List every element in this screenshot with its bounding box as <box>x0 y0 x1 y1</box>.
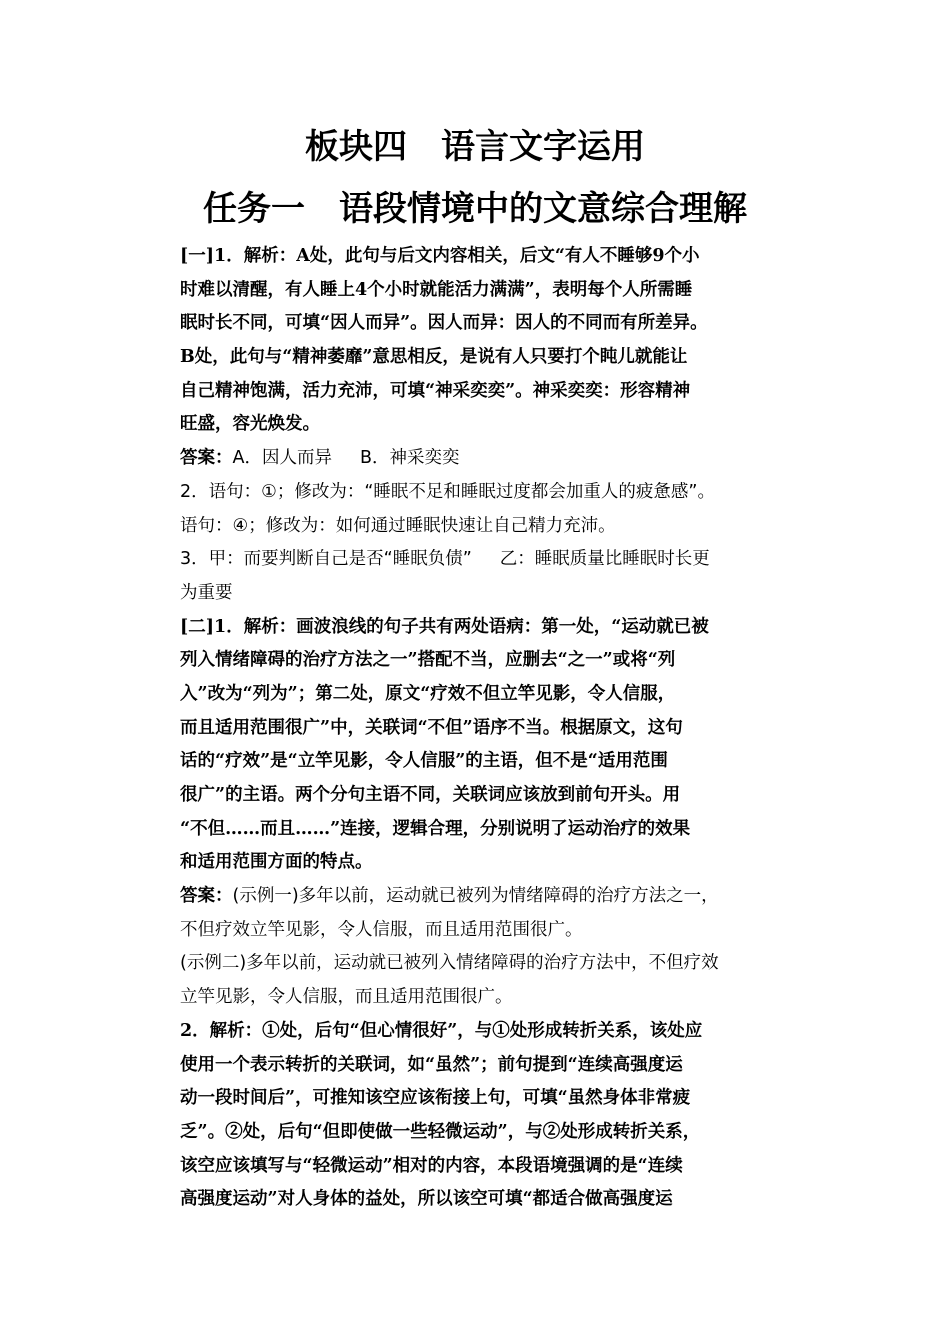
s1-q3-line <box>180 543 780 577</box>
s1-q3-part-b: 乙：睡眠质量比睡眠时长更 <box>499 549 710 570</box>
answer-label: 答案： <box>180 448 233 469</box>
answer-text: (示例一)多年以前，运动就已被列为情绪障碍的治疗方法之一， <box>232 886 719 907</box>
s1-q1-line: B处，此句与“精神萎靡”意思相反，是说有人只要打个盹儿就能让 <box>180 347 688 368</box>
s1-q1-line: 眠时长不同，可填“因人而异”。因人而异：因人的不同而有所差异。 <box>180 313 708 334</box>
s2-q1-line: 话的“疗效”是“立竿见影，令人信服”的主语，但不是“适用范围 <box>180 751 668 772</box>
s1-q3-part-a: 3．甲：而要判断自己是否“睡眠负债” <box>180 549 472 570</box>
s2-q1-line: 入”改为“列为”；第二处，原文“疗效不但立竿见影，令人信服， <box>180 683 676 704</box>
s2-q1-line: [二]1．解析：画波浪线的句子共有两处语病：第一处，“运动就已被 <box>180 616 709 637</box>
s2-q1-answer <box>180 880 780 914</box>
s1-q1-line: [一]1．解析：A处，此句与后文内容相关，后文“有人不睡够9个小 <box>180 246 700 266</box>
s1-q1-answer <box>180 442 780 476</box>
s1-q2-line: 2．语句：①；修改为：“睡眠不足和睡眠过度都会加重人的疲惫感”。 <box>180 481 715 502</box>
s2-q1-answer-line: 不但疗效立竿见影，令人信服，而且适用范围很广。 <box>180 919 583 940</box>
s2-q2-line: 2．解析：①处，后句“但心情很好”，与①处形成转折关系，该处应 <box>180 1020 703 1041</box>
s2-q1-answer-line: (示例二)多年以前，运动就已被列入情绪障碍的治疗方法中，不但疗效 <box>180 953 719 974</box>
document-title: 板块四 语言文字运用 <box>305 127 645 167</box>
answer-label: 答案： <box>180 886 233 907</box>
s1-q1-line: 自己精神饱满，活力充沛，可填“神采奕奕”。神采奕奕：形容精神 <box>180 380 691 401</box>
answer-b: B．神采奕奕 <box>359 448 460 469</box>
s2-q1-line: “不但……而且……”连接，逻辑合理，分别说明了运动治疗的效果 <box>180 818 691 839</box>
s1-q1-line: 时难以清醒，有人睡上4个小时就能活力满满”，表明每个人所需睡 <box>180 279 693 300</box>
answer-body <box>180 240 780 1217</box>
s2-q2-line: 使用一个表示转折的关联词，如“虽然”；前句提到“连续高强度运 <box>180 1054 683 1075</box>
s2-q2-line: 动一段时间后”，可推知该空应该衔接上句，可填“虽然身体非常疲 <box>180 1088 691 1109</box>
s2-q1-line: 列入情绪障碍的治疗方法之一”搭配不当，应删去“之一”或将“列 <box>180 650 676 671</box>
s2-q2-line: 高强度运动”对人身体的益处，所以该空可填“都适合做高强度运 <box>180 1189 673 1210</box>
document-subtitle: 任务一 语段情境中的文意综合理解 <box>203 189 747 229</box>
s2-q1-line: 和适用范围方面的特点。 <box>180 852 373 873</box>
s2-q1-answer-line: 立竿见影，令人信服，而且适用范围很广。 <box>180 987 513 1008</box>
s2-q1-line: 而且适用范围很广”中，关联词“不但”语序不当。根据原文，这句 <box>180 717 683 738</box>
s1-q2-line: 语句：④；修改为：如何通过睡眠快速让自己精力充沛。 <box>180 515 616 536</box>
s1-q3-line: 为重要 <box>180 582 233 603</box>
answer-a: A．因人而异 <box>232 448 332 469</box>
s2-q2-line: 该空应该填写与“轻微运动”相对的内容，本段语境强调的是“连续 <box>180 1155 683 1176</box>
s2-q2-line: 乏”。②处，后句“但即使做一些轻微运动”，与②处形成转折关系， <box>180 1121 701 1142</box>
s1-q1-line: 旺盛，容光焕发。 <box>180 414 320 435</box>
s2-q1-line: 很广”的主语。两个分句主语不同，关联词应该放到前句开头。用 <box>180 785 681 805</box>
